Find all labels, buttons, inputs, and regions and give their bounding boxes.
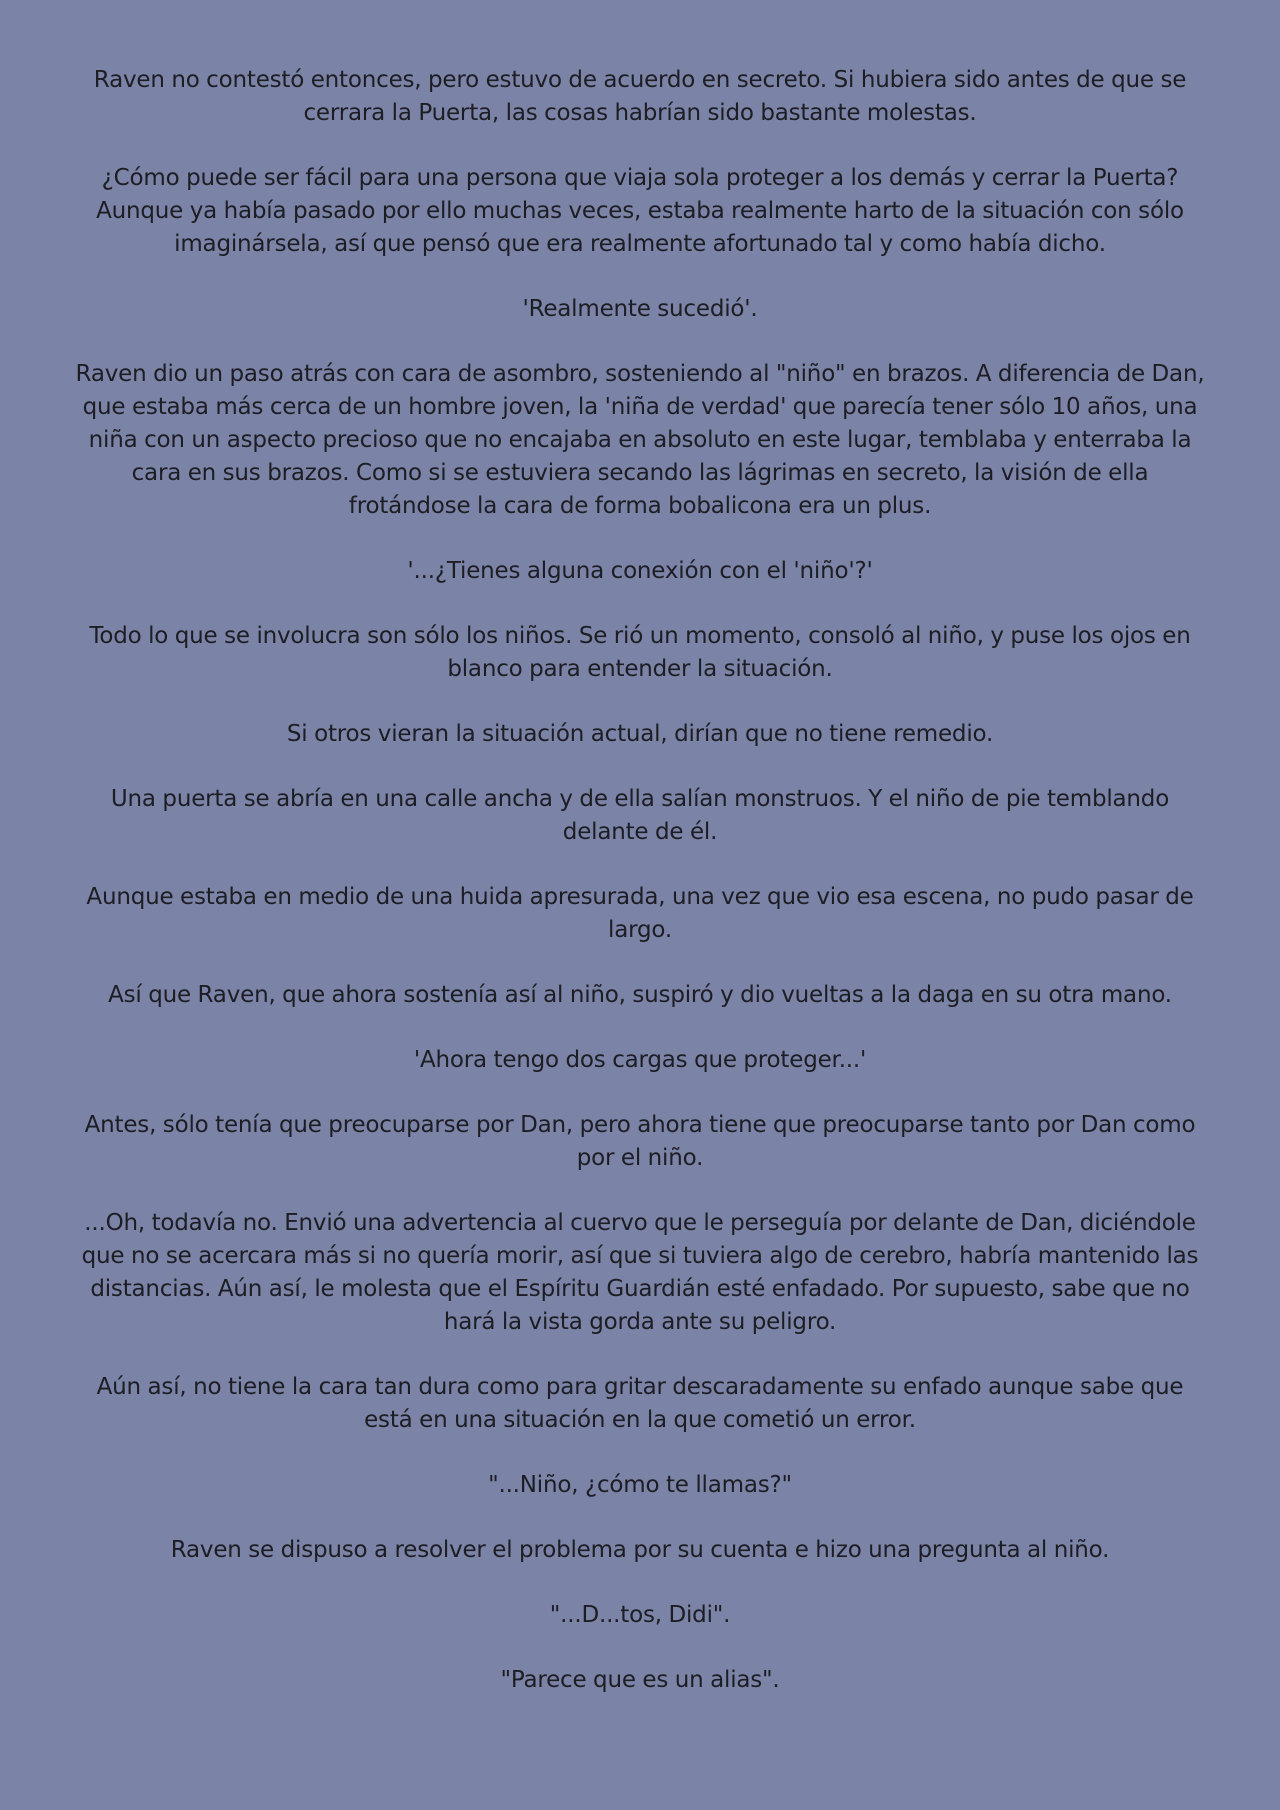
paragraph-18: "Parece que es un alias". [500, 1667, 780, 1693]
paragraph-9: Aunque estaba en medio de una huida apresurada, una vez que vio esa escena, no pudo pasar de largo. [86, 884, 1194, 943]
paragraph-8: Una puerta se abría en una calle ancha y de ella salían monstruos. Y el niño de pie temblando delante de él. [110, 786, 1170, 845]
paragraph-4: Raven dio un paso atrás con cara de asombro, sosteniendo al "niño" en brazos. A diferencia de Dan, que estaba más cerca de un hombre joven, la 'niña de verdad' que parecía tener sólo 10 años, una niña con un aspecto precioso que no encajaba en absoluto en este lugar, temblaba y enterraba la cara en sus brazos. Como si se estuviera secando las lágrimas en secreto, la visión de ella frotándose la cara de forma bobalicona era un plus. [75, 361, 1205, 519]
paragraph-15: "...Niño, ¿cómo te llamas?" [488, 1472, 792, 1498]
paragraph-10: Así que Raven, que ahora sostenía así al niño, suspiró y dio vueltas a la daga en su otra mano. [108, 982, 1172, 1008]
paragraph-1: Raven no contestó entonces, pero estuvo de acuerdo en secreto. Si hubiera sido antes de que se cerrara la Puerta, las cosas habrían sido bastante molestas. [93, 67, 1187, 126]
paragraph-12: Antes, sólo tenía que preocuparse por Dan, pero ahora tiene que preocuparse tanto por Dan como por el niño. [84, 1112, 1196, 1171]
paragraph-16: Raven se dispuso a resolver el problema por su cuenta e hizo una pregunta al niño. [170, 1537, 1110, 1563]
paragraph-3: 'Realmente sucedió'. [522, 296, 758, 322]
paragraph-13: ...Oh, todavía no. Envió una advertencia al cuervo que le perseguía por delante de Dan, diciéndole que no se acercara más si no quería morir, así que si tuviera algo de cerebro, habría mantenido las distancias. Aún así, le molesta que el Espíritu Guardián esté enfadado. Por supuesto, sabe que no hará la vista gorda ante su peligro. [81, 1210, 1199, 1335]
paragraph-6: Todo lo que se involucra son sólo los niños. Se rió un momento, consoló al niño, y puse los ojos en blanco para entender la situación. [89, 623, 1191, 682]
paragraph-17: "...D...tos, Didi". [549, 1602, 731, 1628]
paragraph-14: Aún así, no tiene la cara tan dura como para gritar descaradamente su enfado aunque sabe que está en una situación en la que cometió un error. [96, 1374, 1184, 1433]
paragraph-11: 'Ahora tengo dos cargas que proteger...' [413, 1047, 867, 1073]
story-text [70, 64, 1210, 1697]
paragraph-2: ¿Cómo puede ser fácil para una persona que viaja sola proteger a los demás y cerrar la Puerta? Aunque ya había pasado por ello muchas veces, estaba realmente harto de la situación con sólo imaginársela, así que pensó que era realmente afortunado tal y como había dicho. [96, 165, 1184, 257]
paragraph-5: '...¿Tienes alguna conexión con el 'niño'?' [407, 558, 873, 584]
paragraph-7: Si otros vieran la situación actual, dirían que no tiene remedio. [286, 721, 994, 747]
